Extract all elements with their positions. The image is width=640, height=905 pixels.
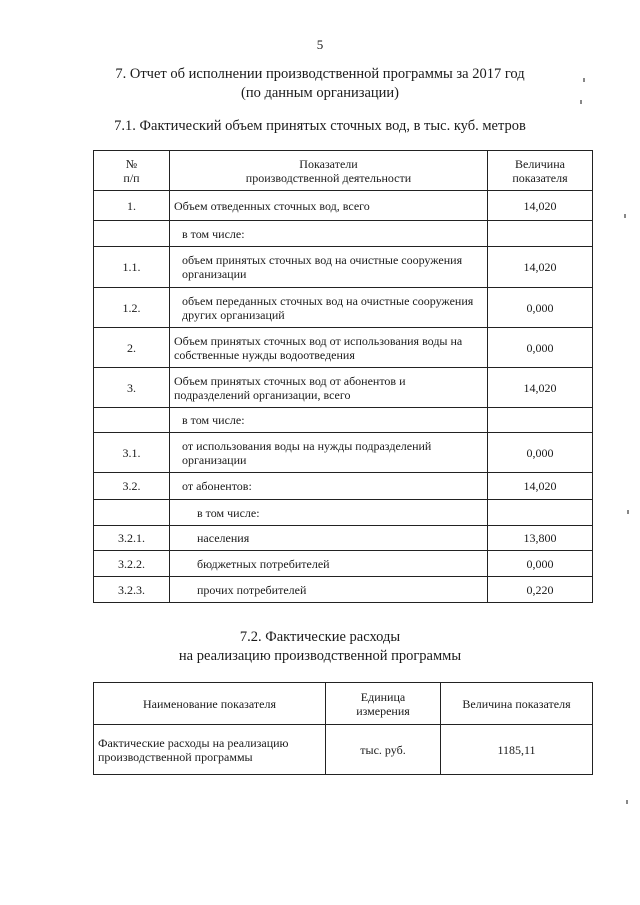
wastewater-volume-table bbox=[93, 150, 593, 603]
table-row bbox=[94, 368, 593, 408]
row-value bbox=[488, 408, 593, 433]
row-value: 14,020 bbox=[488, 368, 593, 408]
row-num: 2. bbox=[94, 328, 170, 368]
table-row bbox=[94, 191, 593, 221]
row-num bbox=[94, 500, 170, 526]
table-row bbox=[94, 473, 593, 500]
row-value: 0,000 bbox=[488, 328, 593, 368]
section-7-heading bbox=[0, 65, 640, 103]
scan-mark bbox=[580, 100, 582, 104]
row-value: 0,000 bbox=[488, 288, 593, 328]
row-label: Объем отведенных сточных вод, всего bbox=[170, 191, 488, 221]
row-label: в том числе: bbox=[170, 408, 488, 433]
table-row bbox=[94, 551, 593, 577]
section-71-title: 7.1. Фактический объем принятых сточных вод, в тыс. куб. метров bbox=[114, 118, 526, 134]
expense-unit: тыс. руб. bbox=[326, 725, 441, 775]
row-num: 1. bbox=[94, 191, 170, 221]
scan-mark bbox=[583, 78, 585, 82]
header-value: Величина показателя bbox=[441, 683, 593, 725]
row-value: 14,020 bbox=[488, 247, 593, 288]
table-header-row bbox=[94, 683, 593, 725]
table-row bbox=[94, 577, 593, 603]
table-row bbox=[94, 500, 593, 526]
row-num: 1.2. bbox=[94, 288, 170, 328]
section-7-title: 7. Отчет об исполнении производственной программы за 2017 год bbox=[115, 66, 525, 82]
section-72-title: 7.2. Фактические расходы bbox=[239, 629, 401, 645]
row-num bbox=[94, 221, 170, 247]
row-label: прочих потребителей bbox=[170, 577, 488, 603]
row-label: в том числе: bbox=[170, 500, 488, 526]
row-label: объем принятых сточных вод на очистные сооружения организации bbox=[170, 247, 488, 288]
table-row bbox=[94, 526, 593, 551]
table-row bbox=[94, 247, 593, 288]
section-7-subtitle: (по данным организации) bbox=[240, 85, 399, 101]
row-value bbox=[488, 221, 593, 247]
section-72-subtitle: на реализацию производственной программы bbox=[178, 648, 462, 664]
header-unit: Единица измерения bbox=[326, 683, 441, 725]
row-value: 13,800 bbox=[488, 526, 593, 551]
row-label: от использования воды на нужды подразделений организации bbox=[170, 433, 488, 473]
header-indicator: Показатели производственной деятельности bbox=[170, 151, 488, 191]
row-label: объем переданных сточных вод на очистные сооружения других организаций bbox=[170, 288, 488, 328]
scan-mark bbox=[624, 214, 626, 218]
row-value: 14,020 bbox=[488, 191, 593, 221]
table-row bbox=[94, 288, 593, 328]
row-num: 3.2.1. bbox=[94, 526, 170, 551]
table-row bbox=[94, 328, 593, 368]
row-value: 0,220 bbox=[488, 577, 593, 603]
expenses-table bbox=[93, 682, 593, 775]
expense-value: 1185,11 bbox=[441, 725, 593, 775]
table-row bbox=[94, 221, 593, 247]
row-label: Объем принятых сточных вод от использования воды на собственные нужды водоотведения bbox=[170, 328, 488, 368]
page-number: 5 bbox=[316, 37, 324, 52]
row-value: 0,000 bbox=[488, 433, 593, 473]
row-value bbox=[488, 500, 593, 526]
row-num bbox=[94, 408, 170, 433]
row-value: 14,020 bbox=[488, 473, 593, 500]
row-num: 3.2. bbox=[94, 473, 170, 500]
scan-mark bbox=[626, 800, 628, 804]
section-72-heading bbox=[0, 628, 640, 666]
header-num: № п/п bbox=[94, 151, 170, 191]
row-label: населения bbox=[170, 526, 488, 551]
row-num: 3.1. bbox=[94, 433, 170, 473]
row-num: 3. bbox=[94, 368, 170, 408]
row-label: бюджетных потребителей bbox=[170, 551, 488, 577]
expense-name: Фактические расходы на реализацию производственной программы bbox=[94, 725, 326, 775]
row-label: Объем принятых сточных вод от абонентов и подразделений организации, всего bbox=[170, 368, 488, 408]
header-name: Наименование показателя bbox=[94, 683, 326, 725]
row-value: 0,000 bbox=[488, 551, 593, 577]
table-row bbox=[94, 725, 593, 775]
table-row bbox=[94, 433, 593, 473]
header-value: Величина показателя bbox=[488, 151, 593, 191]
row-num: 3.2.3. bbox=[94, 577, 170, 603]
row-label: от абонентов: bbox=[170, 473, 488, 500]
table-header-row bbox=[94, 151, 593, 191]
scan-mark bbox=[627, 510, 629, 514]
row-num: 1.1. bbox=[94, 247, 170, 288]
row-num: 3.2.2. bbox=[94, 551, 170, 577]
table-row bbox=[94, 408, 593, 433]
row-label: в том числе: bbox=[170, 221, 488, 247]
